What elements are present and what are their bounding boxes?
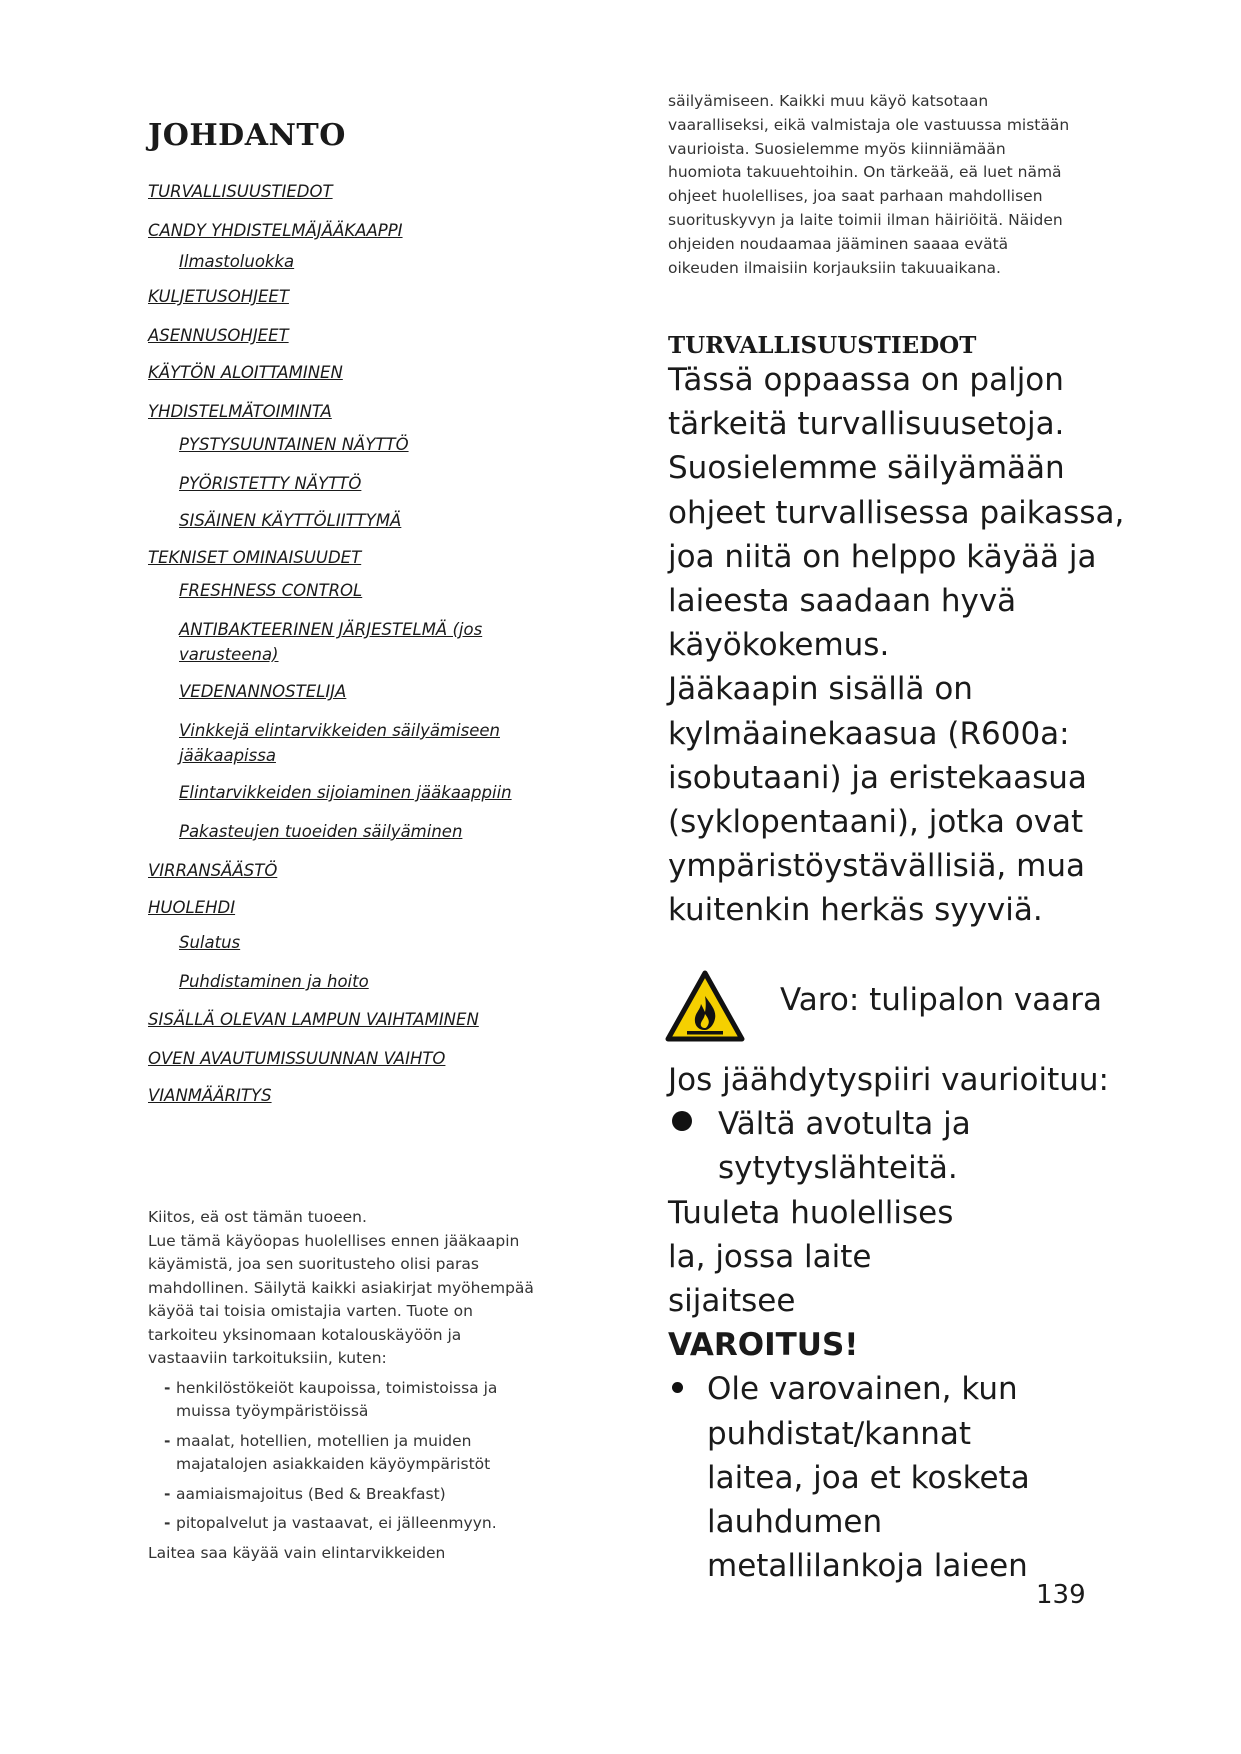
intro-text bbox=[148, 1206, 538, 1565]
intro-heading: JOHDANTO bbox=[148, 118, 346, 153]
toc-item[interactable]: Puhdistaminen ja hoito bbox=[179, 972, 369, 991]
toc-item[interactable]: VEDENANNOSTELIJA bbox=[179, 682, 347, 701]
toc-item[interactable]: TEKNISET OMINAISUUDET bbox=[148, 548, 362, 567]
list-item: - pitopalvelut ja vastaavat, ei jälleenmyyn. bbox=[148, 1512, 538, 1536]
list-item: - henkilöstökeiöt kaupoissa, toimistoissa ja muissa työympäristöissä bbox=[148, 1377, 538, 1424]
circuit-bullet-text: Vältä avotulta ja sytytyslähteitä. bbox=[718, 1106, 971, 1187]
safety-heading: TURVALLISUUSTIEDOT bbox=[668, 332, 977, 359]
safety-text-block bbox=[668, 358, 1128, 933]
toc-item[interactable]: VIANMÄÄRITYS bbox=[148, 1086, 272, 1105]
toc-item[interactable]: SISÄLLÄ OLEVAN LAMPUN VAIHTAMINEN bbox=[148, 1010, 479, 1029]
continued-paragraph: säilyämiseen. Kaikki muu käyö katsotaan vaaralliseksi, eikä valmistaja ole vastuussa mistään vaurioista. Suosielemme myös kiinniämään huomiota takuuehtoihin. On tärkeää, eä luet nämä ohjeet huolellises, joa saat parhaan mahdollisen suorituskyvyn ja laite toimii ilman häiriöitä. Näiden ohjeiden noudaamaa jääminen saaaa evätä oikeuden ilmaisiin korjauksiin takuuaikana. bbox=[668, 92, 1070, 277]
toc-item[interactable]: Sulatus bbox=[179, 933, 241, 952]
toc-item[interactable]: FRESHNESS CONTROL bbox=[179, 581, 363, 600]
safety-paragraph-2: Jääkaapin sisällä on kylmäainekaasua (R600a: isobutaani) ja eristekaasua (syklopentaani), jotka ovat ympäristöystävällisiä, mua kuitenkin herkäs syyviä. bbox=[668, 671, 1087, 929]
toc-item[interactable]: HUOLEHDI bbox=[148, 898, 236, 917]
bullet-dot-icon bbox=[672, 1111, 692, 1131]
flammable-warning-icon bbox=[665, 970, 745, 1042]
toc-item[interactable]: KULJETUSOHJEET bbox=[148, 287, 289, 306]
toc-item[interactable]: CANDY YHDISTELMÄJÄÄKAAPPI bbox=[148, 221, 403, 240]
toc-item[interactable]: KÄYTÖN ALOITTAMINEN bbox=[148, 363, 343, 382]
toc-item[interactable]: YHDISTELMÄTOIMINTA bbox=[148, 402, 332, 421]
list-item: - aamiaismajoitus (Bed & Breakfast) bbox=[148, 1483, 538, 1507]
intro-closing: Laitea saa käyää vain elintarvikkeiden bbox=[148, 1543, 446, 1562]
safety-paragraph-1: Tässä oppaassa on paljon tärkeitä turvallisuusetoja. Suosielemme säilyämään ohjeet turvallisessa paikassa, joa niitä on helppo käyää ja laieesta saadaan hyvä käyökokemus. bbox=[668, 362, 1125, 664]
toc-item[interactable]: Vinkkejä elintarvikkeiden säilyämiseen jääkaapissa bbox=[179, 721, 500, 765]
toc-item[interactable]: PYSTYSUUNTAINEN NÄYTTÖ bbox=[179, 435, 409, 454]
toc-item[interactable]: ASENNUSOHJEET bbox=[148, 326, 289, 345]
left-column bbox=[148, 118, 548, 1108]
list-item: - maalat, hotellien, motellien ja muiden majatalojen asiakkaiden käyöympäristöt bbox=[148, 1430, 538, 1477]
toc-item[interactable]: PYÖRISTETTY NÄYTTÖ bbox=[179, 474, 362, 493]
toc-item[interactable]: SISÄINEN KÄYTTÖLIITTYMÄ bbox=[179, 511, 402, 530]
page-number: 139 bbox=[1036, 1580, 1086, 1610]
fire-warning-text: Varo: tulipalon vaara bbox=[780, 982, 1102, 1018]
bullet-dot-icon bbox=[672, 1382, 683, 1393]
circuit-bullet bbox=[668, 1102, 1128, 1190]
intro-thanks: Kiitos, eä ost tämän tuoeen. bbox=[148, 1208, 367, 1226]
toc-item[interactable]: TURVALLISUUSTIEDOT bbox=[148, 182, 333, 201]
toc-item[interactable]: Ilmastoluokka bbox=[179, 252, 295, 271]
toc-item[interactable]: ANTIBAKTEERINEN JÄRJESTELMÄ (jos varusteena) bbox=[179, 620, 483, 664]
circuit-title: Jos jäähdytyspiiri vaurioituu: bbox=[668, 1062, 1109, 1098]
ventilate-text: Tuuleta huolellises la, jossa laite sijaitsee bbox=[668, 1194, 954, 1320]
fire-warning bbox=[665, 968, 1145, 1046]
warning-bullet bbox=[668, 1367, 1128, 1588]
right-top-text bbox=[668, 90, 1078, 280]
intro-body: Lue tämä käyöopas huolellises ennen jääkaapin käyämistä, joa sen suoritusteho olisi paras mahdollinen. Säilytä kaikki asiakirjat myöhempää käyöä tai toisia omistajia varten. Tuote on tarkoiteu yksinomaan kotalouskäyöön ja vastaaviin tarkoituksiin, kuten: bbox=[148, 1231, 534, 1367]
toc-item[interactable]: OVEN AVAUTUMISSUUNNAN VAIHTO bbox=[148, 1049, 446, 1068]
table-of-contents bbox=[148, 179, 548, 1108]
damage-instructions bbox=[668, 1058, 1128, 1588]
toc-item[interactable]: Elintarvikkeiden sijoiaminen jääkaappiin bbox=[179, 783, 512, 802]
toc-item[interactable]: Pakasteujen tuoeiden säilyäminen bbox=[179, 822, 463, 841]
warning-bullet-text: Ole varovainen, kun puhdistat/kannat laitea, joa et kosketa lauhdumen metallilankoja laieen bbox=[707, 1371, 1030, 1585]
usage-list bbox=[148, 1377, 538, 1536]
toc-item[interactable]: VIRRANSÄÄSTÖ bbox=[148, 861, 278, 880]
warning-label: VAROITUS! bbox=[668, 1327, 859, 1364]
